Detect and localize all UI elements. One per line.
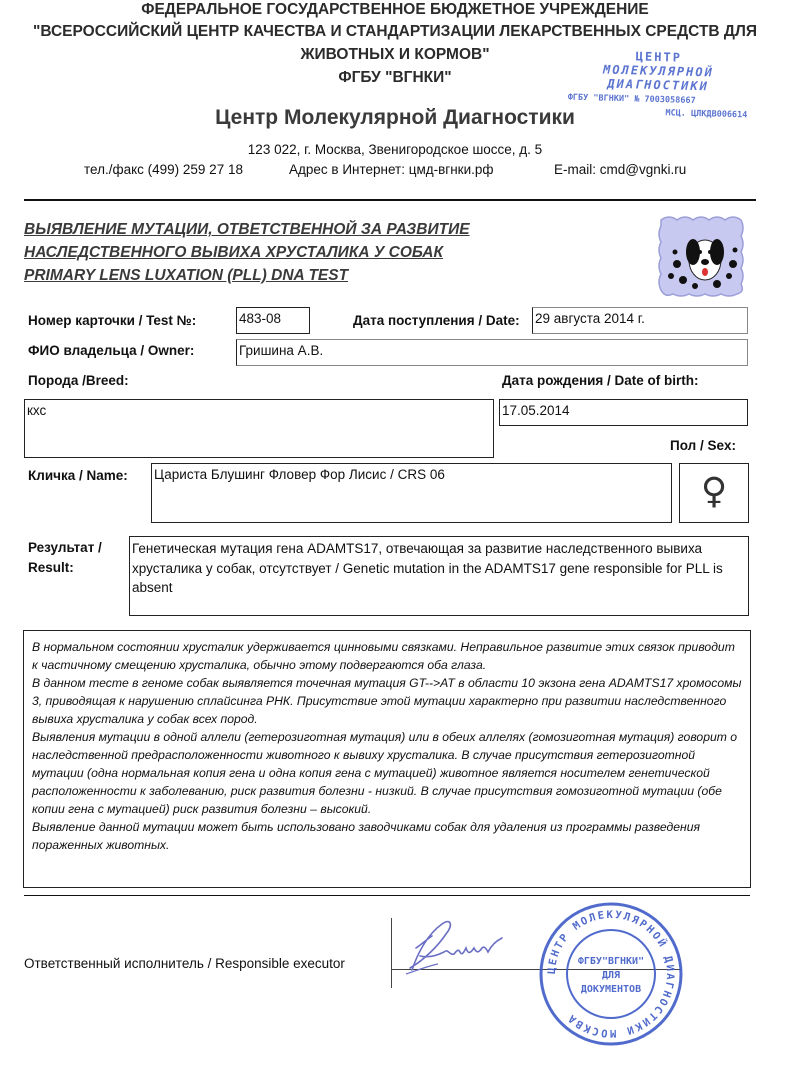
info-paragraph-1: В нормальном состоянии хрусталик удерживается цинновыми связками. Неправильное развитие этих связок приводит к частичному смещению хрусталика, обычно этому подвергаются оба глаза. bbox=[32, 640, 735, 672]
stamp-inner-3: ДОКУМЕНТОВ bbox=[580, 984, 642, 995]
birth-field: 17.05.2014 bbox=[499, 399, 748, 426]
signature bbox=[398, 912, 528, 992]
test-title-line-3: PRIMARY LENS LUXATION (PLL) DNA TEST bbox=[24, 267, 349, 284]
executor-label: Ответственный исполнитель / Responsible executor bbox=[24, 956, 345, 971]
test-no-field: 483-08 bbox=[236, 307, 310, 334]
dog-logo bbox=[655, 212, 747, 298]
header-divider bbox=[24, 199, 756, 201]
stamp-ring-text: ЦЕНТР МОЛЕКУЛЯРНОЙ ДИАГНОСТИКИ МОСКВА bbox=[545, 908, 677, 1040]
sex-label: Пол / Sex: bbox=[670, 438, 736, 453]
stamp-line-3: ДИАГНОСТИКИ bbox=[607, 76, 710, 94]
info-box bbox=[23, 630, 751, 888]
sex-field: ♀ bbox=[679, 463, 749, 523]
info-paragraph-3: Выявления мутации в одной аллели (гетерозиготная мутация) или в обеих аллелях (гомозиготная мутация) говорит о наследственной предрасположенности животного к вывиху хрусталика. В случае присутствия гетерозиготной мутации (одна нормальная копия гена и одна копия гена с мутацией) животное является носителем генетической расположенности к заболеванию, риск развития болезни - низкий. В случае присутствия гомозиготной мутации (обе копии гена с мутацией) риск развития болезни – высокий. bbox=[32, 730, 738, 816]
result-field: Генетическая мутация гена ADAMTS17, отвечающая за развитие наследственного вывиха хрусталика у собак, отсутствует / Genetic mutation in the ADAMTS17 gene responsible for PLL is absent bbox=[129, 536, 749, 616]
breed-field: кхс bbox=[24, 399, 494, 458]
test-title-line-1: ВЫЯВЛЕНИЕ МУТАЦИИ, ОТВЕТСТВЕННОЙ ЗА РАЗВИТИЕ bbox=[24, 221, 470, 238]
date-label: Дата поступления / Date: bbox=[353, 313, 520, 328]
breed-label: Порода /Breed: bbox=[28, 373, 129, 388]
result-label-1: Результат / bbox=[28, 540, 102, 555]
center-title: Центр Молекулярной Диагностики bbox=[215, 106, 575, 129]
name-field: Цариста Блушинг Фловер Фор Лисис / CRS 06 bbox=[151, 463, 672, 523]
website: Адрес в Интернет: цмд-вгнки.рф bbox=[289, 162, 494, 177]
signature-box-left-line bbox=[391, 918, 392, 988]
date-field: 29 августа 2014 г. bbox=[532, 307, 748, 334]
org-line-4: ФГБУ "ВГНКИ" bbox=[338, 69, 452, 86]
org-line-2: "ВСЕРОССИЙСКИЙ ЦЕНТР КАЧЕСТВА И СТАНДАРТИЗАЦИИ ЛЕКАРСТВЕННЫХ СРЕДСТВ ДЛЯ bbox=[33, 23, 757, 40]
test-no-label: Номер карточки / Test №: bbox=[28, 313, 197, 328]
stamp-line-5: МСЦ. ЦЛКДВ006614 bbox=[665, 108, 748, 121]
stamp-inner-1: ФГБУ"ВГНКИ" bbox=[577, 956, 645, 967]
birth-label: Дата рождения / Date of birth: bbox=[502, 373, 699, 388]
stamp-line-1: ЦЕНТР bbox=[635, 49, 683, 65]
email: E-mail: cmd@vgnki.ru bbox=[554, 162, 687, 177]
name-label: Кличка / Name: bbox=[28, 468, 128, 483]
info-paragraph-4: Выявление данной мутации может быть использовано заводчиками собак для удаления из программы разведения пораженных животных. bbox=[32, 820, 701, 852]
org-line-3: ЖИВОТНЫХ И КОРМОВ" bbox=[300, 46, 490, 63]
footer-divider bbox=[24, 895, 750, 896]
info-paragraph-2: В данном тесте в геноме собак выявляется точечная мутация GT-->AT в области 10 экзона гена ADAMTS17 хромосомы 3, приводящая к нарушению сплайсинга РНК. Присутствие этой мутации характерно при развитии наследственного вывиха хрусталика у собак всех пород. bbox=[32, 676, 742, 726]
org-line-1: ФЕДЕРАЛЬНОЕ ГОСУДАРСТВЕННОЕ БЮДЖЕТНОЕ УЧРЕЖДЕНИЕ bbox=[141, 1, 649, 18]
stamp-line-4: ФГБУ "ВГНКИ" № 7003058667 bbox=[567, 92, 696, 106]
result-label-2: Result: bbox=[28, 560, 74, 575]
address: 123 022, г. Москва, Звенигородское шоссе, д. 5 bbox=[247, 142, 543, 157]
owner-label: ФИО владельца / Owner: bbox=[28, 343, 195, 358]
round-stamp bbox=[537, 900, 685, 1048]
phone: тел./факс (499) 259 27 18 bbox=[84, 162, 243, 177]
stamp-line-2: МОЛЕКУЛЯРНОЙ bbox=[602, 62, 714, 80]
owner-field: Гришина А.В. bbox=[236, 339, 748, 366]
test-title-line-2: НАСЛЕДСТВЕННОГО ВЫВИХА ХРУСТАЛИКА У СОБАК bbox=[24, 244, 444, 261]
stamp-inner-2: ДЛЯ bbox=[601, 970, 621, 981]
